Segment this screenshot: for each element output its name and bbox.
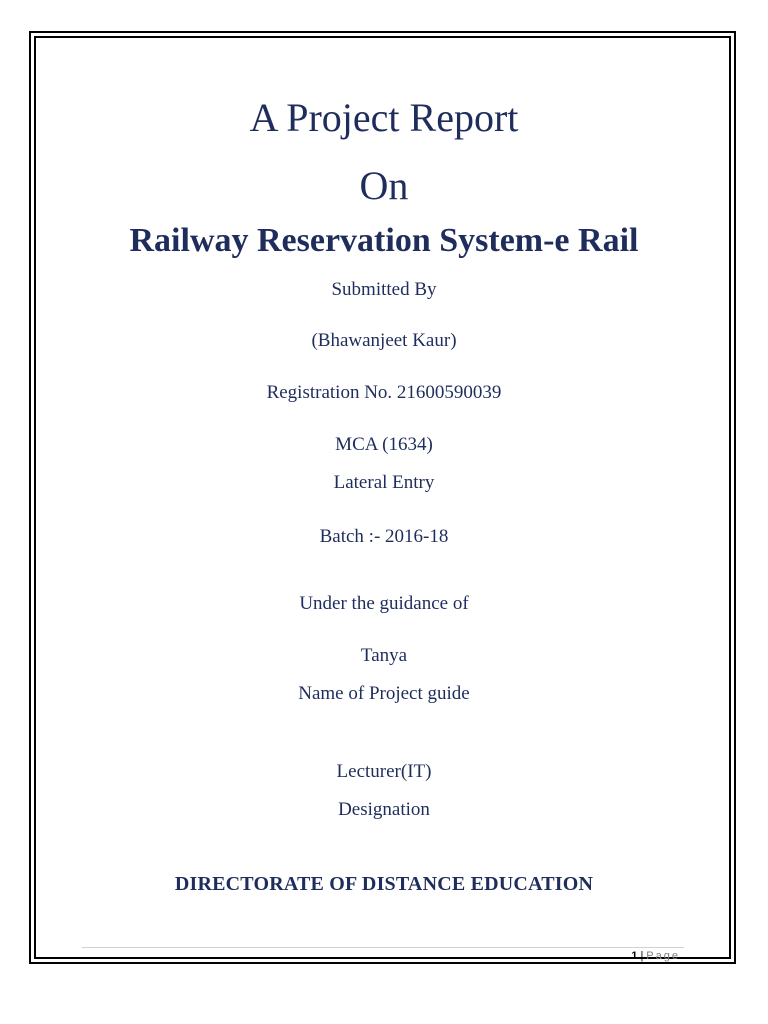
batch-years: Batch :- 2016-18 [319, 526, 449, 547]
author-name: (Bhawanjeet Kaur) [311, 330, 457, 351]
project-subject: Railway Reservation System-e Rail [129, 222, 639, 259]
submitted-by-label: Submitted By [331, 279, 437, 300]
report-on: On [359, 163, 409, 208]
course-code: MCA (1634) [335, 434, 433, 455]
footer-separator: | [640, 950, 644, 962]
designation-label: Designation [338, 799, 430, 820]
institution-name: DIRECTORATE OF DISTANCE EDUCATION [174, 873, 594, 895]
guide-name: Tanya [360, 645, 408, 666]
footer-divider [82, 947, 684, 948]
page-number: 1 [631, 950, 638, 962]
guide-designation: Lecturer(IT) [336, 761, 432, 782]
page-label: Page [646, 950, 680, 962]
report-title: A Project Report [249, 95, 519, 140]
entry-type: Lateral Entry [333, 472, 435, 493]
registration-number: Registration No. 21600590039 [266, 382, 502, 403]
guide-name-label: Name of Project guide [298, 683, 470, 704]
guidance-label: Under the guidance of [299, 593, 469, 614]
page-footer [631, 950, 680, 962]
